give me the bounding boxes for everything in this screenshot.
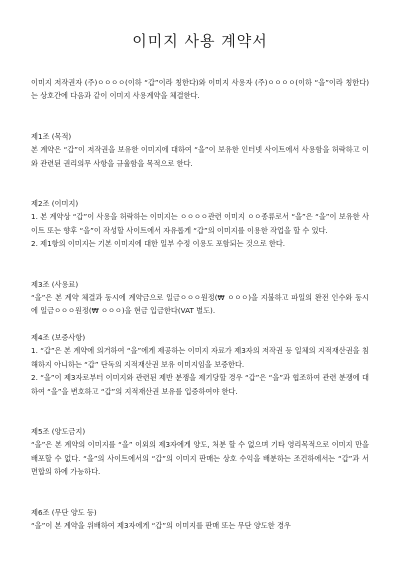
article-paragraph: “을”은 본 계약 체결과 동시에 계약금으로 일금ㅇㅇㅇ원정(₩ ㅇㅇㅇ)을 지불하고 파일의 완전 인수와 동시에 일금ㅇㅇㅇ원정(₩ ㅇㅇㅇ)을 현금 입금한다(VAT 별도). xyxy=(31,293,369,316)
article-heading: 제3조 (사용료) xyxy=(31,279,79,289)
article-heading: 제6조 (무단 양도 등) xyxy=(31,507,97,517)
article-heading: 제4조 (보증사항) xyxy=(31,332,86,342)
article-heading: 제2조 (이미지) xyxy=(31,199,79,209)
article-paragraph: “을”은 본 계약의 이미지를 “을” 이외의 제3자에게 양도, 처분 할 수 없으며 기타 영리목적으로 이미지 만을 배포할 수 없다. “을”의 사이트에서의 “갑”의 이미지 판매는 상호 수익을 배분하는 조건하에서는 “갑”과 서면합의 하에 가능하다. xyxy=(31,440,369,477)
document-title: 이미지 사용 계약서 xyxy=(132,32,268,50)
article-4 xyxy=(31,331,369,398)
article-paragraph: 본 계약은 “갑”이 저작권을 보유한 이미지에 대하여 “을”이 보유한 인터넷 사이트에서 사용함을 허락하고 이와 관련된 권리의무 사항을 규율함을 목적으로 한다. xyxy=(31,145,369,168)
article-heading: 제5조 (양도금지) xyxy=(31,426,86,436)
article-paragraph: 1. “갑”은 본 계약에 의거하여 “을”에게 제공하는 이미지 자료가 제3자의 저작권 등 일체의 지적재산권을 침해하지 아니하는 “갑” 단독의 지적재산권 보유 이미지임을 보증한다. xyxy=(31,346,369,369)
article-heading: 제1조 (목적) xyxy=(31,131,72,141)
intro-paragraph: 이미지 저작권자 (주)ㅇㅇㅇㅇ(이하 “갑”이라 칭한다)와 이미지 사용자 (주)ㅇㅇㅇㅇ(이하 “을”이라 칭한다)는 상호간에 다음과 같이 이미지 사용계약을 체결한다. xyxy=(31,78,369,101)
article-paragraph: 2. 제1항의 이미지는 기본 이미지에 대한 일부 수정 이용도 포함되는 것으로 한다. xyxy=(31,239,286,249)
article-6 xyxy=(31,506,369,533)
article-3 xyxy=(31,278,369,318)
article-paragraph: 1. 본 계약상 “갑”이 사용을 허락하는 이미지는 ㅇㅇㅇㅇ관련 이미지 ㅇㅇ종류로서 “을”은 “을”이 보유한 사이트 또는 향후 “을”이 작성할 사이트에서 자유롭게 “갑”의 이미지를 이용한 작업을 할 수 있다. xyxy=(31,212,369,235)
article-1 xyxy=(31,130,369,170)
article-paragraph: 2. “을”이 제3자로부터 이미지와 관련된 제반 분쟁을 제기당할 경우 “갑”은 “을”과 협조하여 관련 분쟁에 대하여 “을”을 변호하고 “갑”의 지적재산권 보유를 입증하여야 한다. xyxy=(31,373,369,396)
article-paragraph: “을”이 본 계약을 위배하여 제3자에게 “갑”의 이미지를 판매 또는 무단 양도한 경우 xyxy=(31,520,291,530)
article-2 xyxy=(31,197,369,251)
article-5 xyxy=(31,425,369,479)
